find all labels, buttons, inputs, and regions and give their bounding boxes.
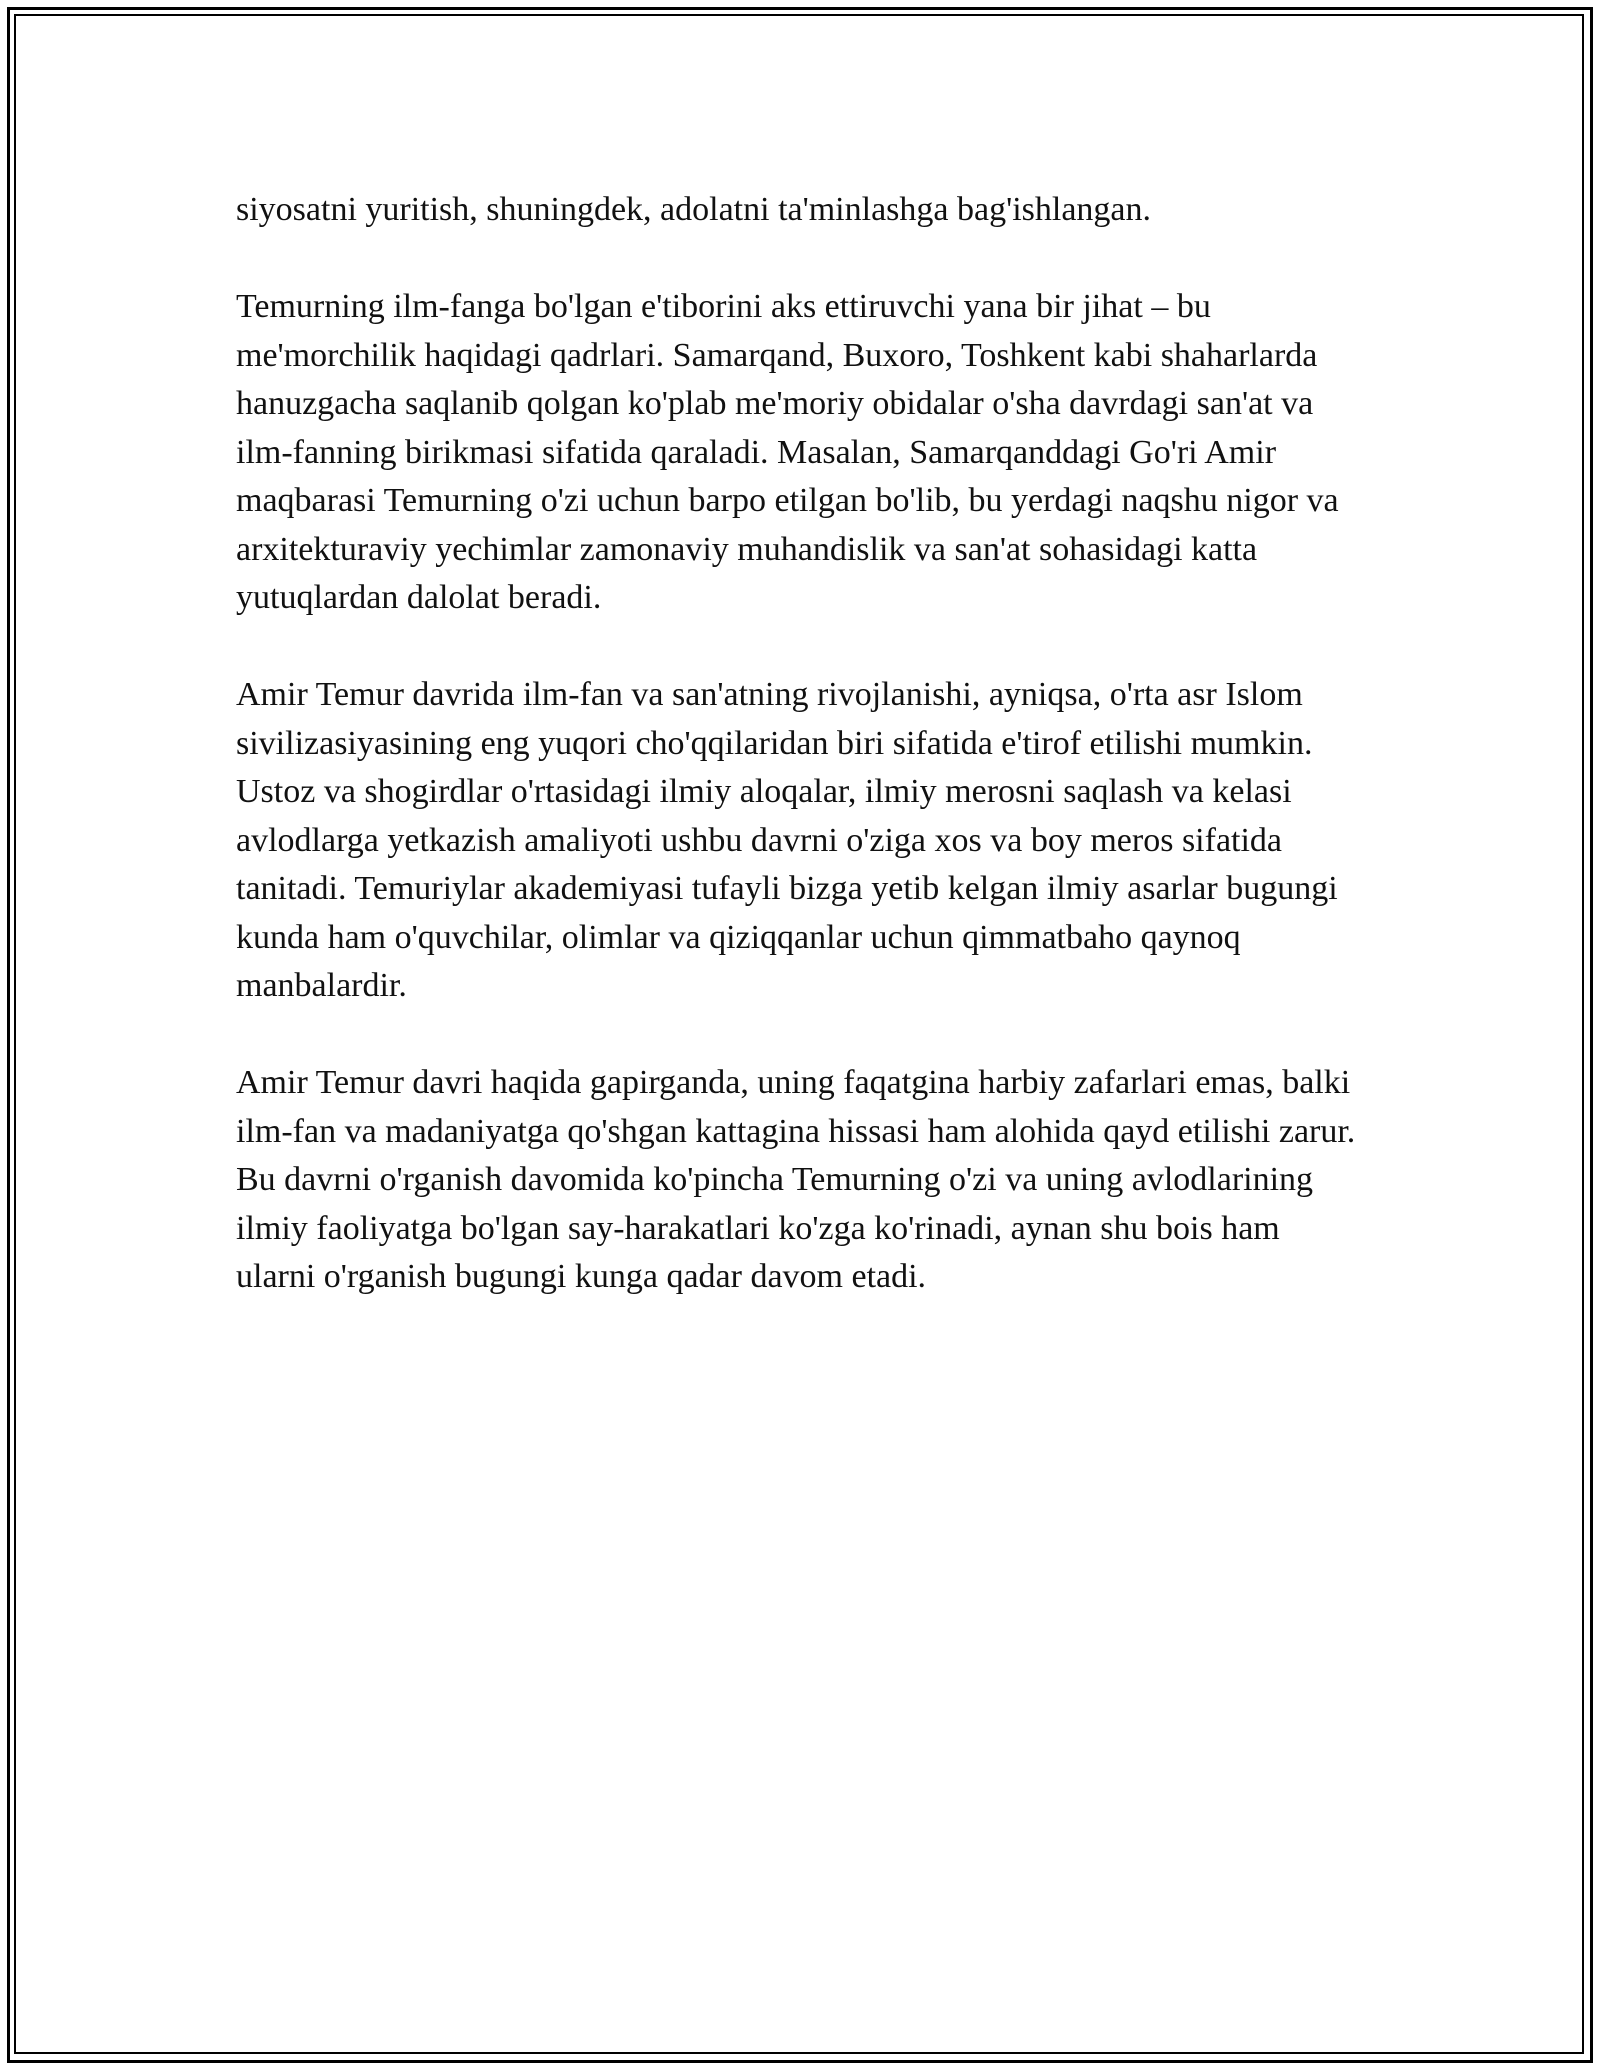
paragraph-4: Amir Temur davri haqida gapirganda, uning faqatgina harbiy zafarlari emas, balki ilm-fan va madaniyatga qo'shgan kattagina hissasi ham alohida qayd etilishi zarur. Bu davrni o'rganish davomida ko'pincha Temurning o'zi va uning avlodlarining ilmiy faoliyatga bo'lgan say-harakatlari ko'zga ko'rinadi, aynan shu bois ham ularni o'rganish bugungi kunga qadar davom etadi.	[236, 1064, 1356, 1295]
document-body	[236, 186, 1366, 1302]
paragraph-1: siyosatni yuritish, shuningdek, adolatni ta'minlashga bag'ishlangan.	[236, 191, 1152, 228]
paragraph-2: Temurning ilm-fanga bo'lgan e'tiborini aks ettiruvchi yana bir jihat – bu me'morchilik haqidagi qadrlari. Samarqand, Buxoro, Toshkent kabi shaharlarda hanuzgacha saqlanib qolgan ko'plab me'moriy obidalar o'sha davrdagi san'at va ilm-fanning birikmasi sifatida qaraladi. Masalan, Samarqanddagi Go'ri Amir maqbarasi Temurning o'zi uchun barpo etilgan bo'lib, bu yerdagi naqshu nigor va arxitekturaviy yechimlar zamonaviy muhandislik va san'at sohasidagi katta yutuqlardan dalolat beradi.	[236, 288, 1339, 616]
paragraph-3: Amir Temur davrida ilm-fan va san'atning rivojlanishi, ayniqsa, o'rta asr Islom sivilizasiyasining eng yuqori cho'qqilaridan biri sifatida e'tirof etilishi mumkin. Ustoz va shogirdlar o'rtasidagi ilmiy aloqalar, ilmiy merosni saqlash va kelasi avlodlarga yetkazish amaliyoti ushbu davrni o'ziga xos va boy meros sifatida tanitadi. Temuriylar akademiyasi tufayli bizga yetib kelgan ilmiy asarlar bugungi kunda ham o'quvchilar, olimlar va qiziqqanlar uchun qimmatbaho qaynoq manbalardir.	[236, 676, 1338, 1004]
